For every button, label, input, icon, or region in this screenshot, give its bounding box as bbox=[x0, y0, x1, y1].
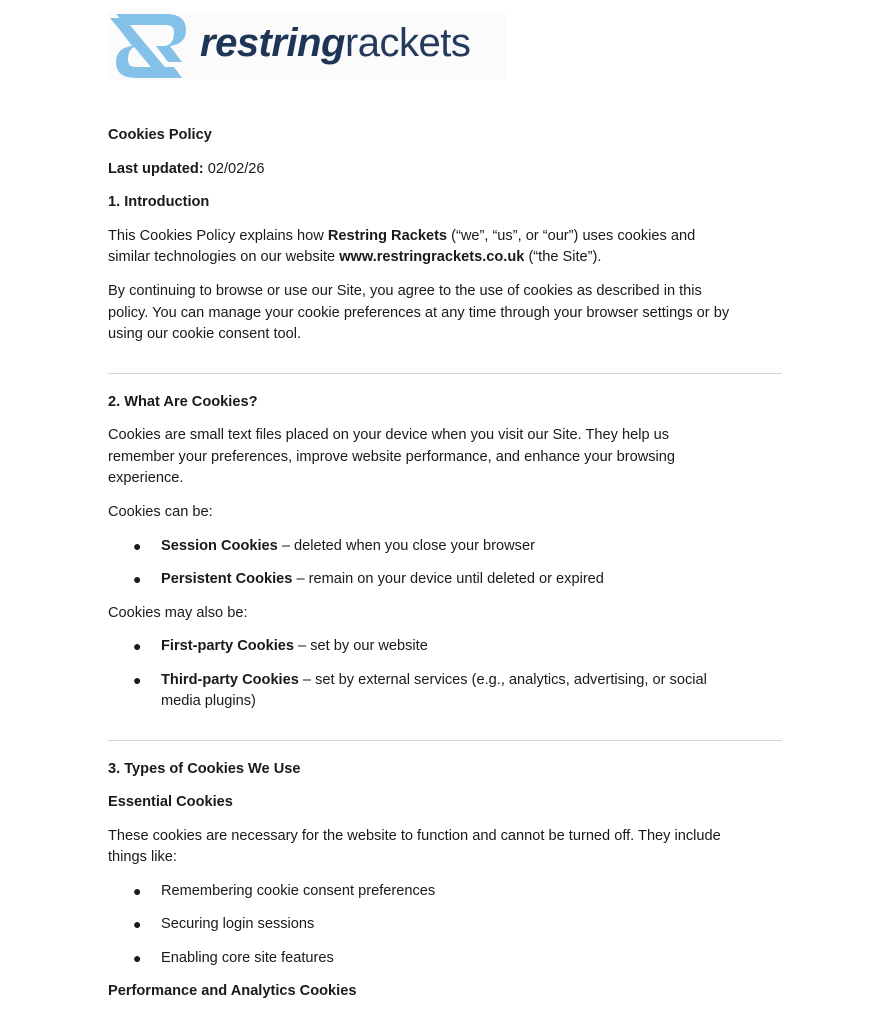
list-item-term: Third-party Cookies bbox=[161, 672, 299, 688]
list-item-text: Remembering cookie consent preferences bbox=[161, 883, 436, 899]
what-paragraph-line-1: Cookies are small text files placed on your device when you visit our Site. They help us bbox=[108, 427, 670, 443]
list-item-desc: – set by our website bbox=[294, 638, 428, 654]
what-paragraph-line-3: experience. bbox=[108, 470, 184, 486]
bullet-icon: ● bbox=[133, 916, 142, 932]
list-item-text bbox=[161, 670, 761, 692]
document-title: Cookies Policy bbox=[108, 127, 212, 143]
brand-wordmark-light: rackets bbox=[344, 21, 471, 65]
bullet-icon: ● bbox=[133, 638, 142, 654]
bullet-icon: ● bbox=[133, 950, 142, 966]
section-divider bbox=[108, 373, 782, 374]
intro-paragraph-2-line-3: using our cookie consent tool. bbox=[108, 326, 302, 342]
last-updated-value: 02/02/26 bbox=[207, 161, 265, 177]
text-span: (“the Site”). bbox=[524, 249, 602, 265]
subheading-performance-analytics-cookies: Performance and Analytics Cookies bbox=[108, 983, 357, 999]
list-item-desc: media plugins) bbox=[161, 693, 256, 709]
essential-paragraph-line-2: things like: bbox=[108, 849, 177, 865]
list-item-text bbox=[161, 536, 761, 558]
list-item-term: Session Cookies bbox=[161, 538, 278, 554]
brand-wordmark-bold: restring bbox=[200, 21, 345, 65]
list-item-text: Enabling core site features bbox=[161, 950, 334, 966]
list-item-text: Securing login sessions bbox=[161, 916, 315, 932]
company-name: Restring Rackets bbox=[327, 228, 448, 244]
list-item-term: Persistent Cookies bbox=[161, 571, 293, 587]
brand-logo bbox=[108, 12, 506, 80]
list-item-text bbox=[161, 636, 761, 658]
last-updated bbox=[108, 159, 782, 181]
intro-paragraph-2-line-1: By continuing to browse or use our Site, you agree to the use of cookies as described in this bbox=[108, 283, 702, 299]
cookies-can-be-label: Cookies can be: bbox=[108, 504, 213, 520]
text-span: This Cookies Policy explains how bbox=[108, 228, 328, 244]
intro-paragraph-2-line-2: policy. You can manage your cookie preferences at any time through your browser settings or by bbox=[108, 305, 730, 321]
intro-paragraph-1-line-1 bbox=[108, 226, 782, 248]
what-paragraph-line-2: remember your preferences, improve website performance, and enhance your browsing bbox=[108, 449, 676, 465]
text-span: similar technologies on our website bbox=[108, 249, 340, 265]
list-item-desc: – set by external services (e.g., analytics, advertising, or social bbox=[298, 672, 707, 688]
list-item-term: First-party Cookies bbox=[161, 638, 294, 654]
list-item-desc: – remain on your device until deleted or expired bbox=[292, 571, 604, 587]
bullet-icon: ● bbox=[133, 538, 142, 554]
intro-paragraph-1-line-2 bbox=[108, 247, 782, 269]
section-heading-what-are-cookies: 2. What Are Cookies? bbox=[108, 394, 258, 410]
subheading-essential-cookies: Essential Cookies bbox=[108, 794, 233, 810]
cookies-may-be-label: Cookies may also be: bbox=[108, 605, 248, 621]
text-span: (“we”, “us”, or “our”) uses cookies and bbox=[447, 228, 696, 244]
bullet-icon: ● bbox=[133, 672, 142, 688]
essential-paragraph-line-1: These cookies are necessary for the website to function and cannot be turned off. They include bbox=[108, 828, 721, 844]
section-heading-types-of-cookies: 3. Types of Cookies We Use bbox=[108, 761, 301, 777]
section-divider bbox=[108, 740, 782, 741]
section-heading-introduction: 1. Introduction bbox=[108, 194, 210, 210]
bullet-icon: ● bbox=[133, 571, 142, 587]
last-updated-label: Last updated: bbox=[108, 161, 204, 177]
brand-wordmark bbox=[200, 23, 470, 63]
list-item-desc: – deleted when you close your browser bbox=[277, 538, 535, 554]
list-item-text bbox=[161, 569, 761, 591]
bullet-icon: ● bbox=[133, 883, 142, 899]
restring-rackets-logo-icon bbox=[108, 12, 194, 80]
website-url: www.restringrackets.co.uk bbox=[339, 249, 525, 265]
